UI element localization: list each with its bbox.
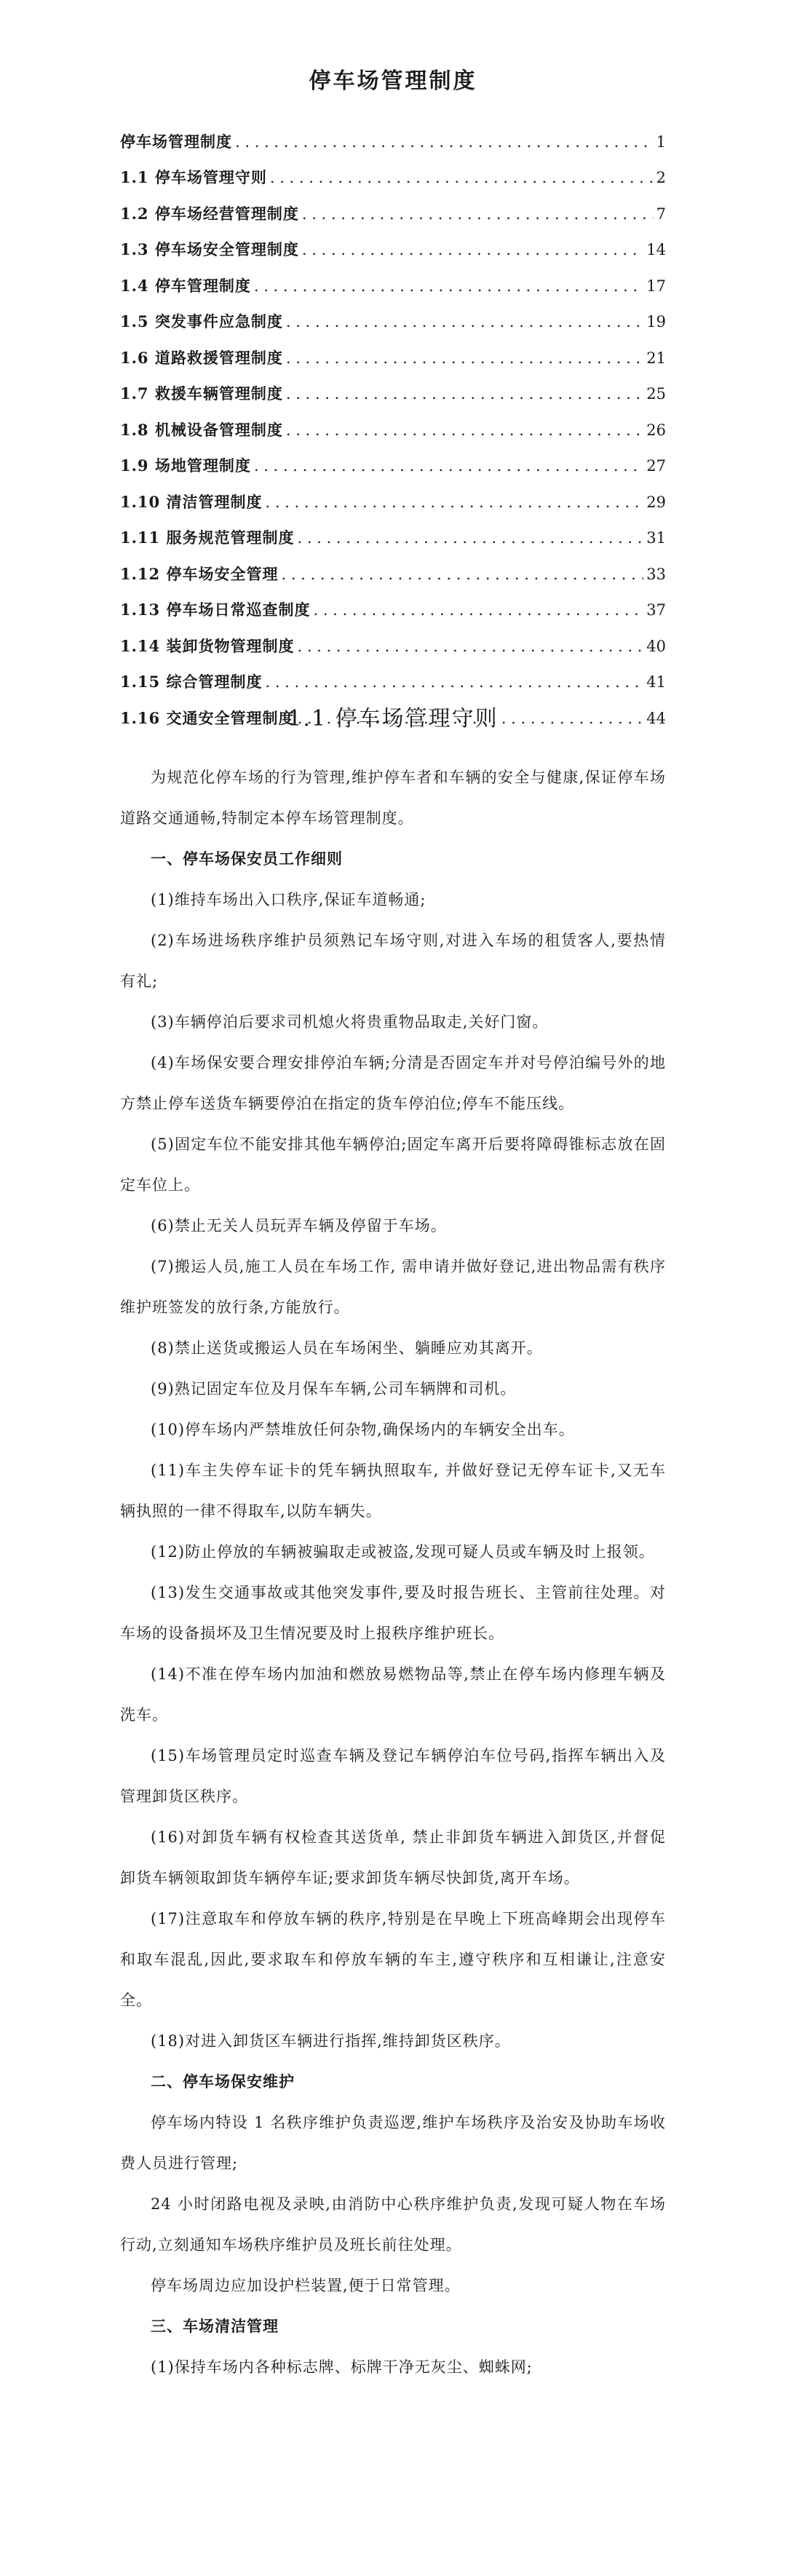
toc-entry[interactable]	[120, 369, 666, 405]
body-paragraph: (14)不准在停车场内加油和燃放易燃物品等,禁止在停车场内修理车辆及洗车。	[120, 1665, 666, 1724]
toc-entry-label: 1.6 道路救援管理制度	[120, 348, 283, 367]
toc-entry-page: 26	[646, 421, 666, 439]
body-paragraph: (8)禁止送货或搬运人员在车场闲坐、躺睡应劝其离开。	[151, 1339, 543, 1357]
toc-entry-label: 1.2 停车场经营管理制度	[120, 204, 299, 223]
toc-entry[interactable]	[120, 116, 666, 153]
body-paragraph: (10)停车场内严禁堆放任何杂物,确保场内的车辆安全出车。	[151, 1421, 575, 1438]
toc-entry-page: 19	[646, 313, 666, 330]
body-paragraph: (3)车辆停泊后要求司机熄火将贵重物品取走,关好门窗。	[151, 1013, 549, 1031]
toc-entry-label: 1.11 服务规范管理制度	[120, 528, 295, 547]
subsection-heading: 一、停车场保安员工作细则	[151, 849, 343, 868]
toc-entry-label: 停车场管理制度	[120, 132, 232, 151]
toc-entry-page: 7	[656, 205, 666, 223]
subsection-heading: 二、停车场保安维护	[151, 2072, 295, 2090]
toc-entry[interactable]	[120, 297, 666, 333]
body-paragraph: (15)车场管理员定时巡查车辆及登记车辆停泊车位号码,指挥车辆出入及管理卸货区秩序。	[120, 1747, 666, 1805]
toc-leader-dots	[297, 635, 643, 657]
toc-entry-page: 44	[646, 709, 666, 727]
body-paragraph: (6)禁止无关人员玩弄车辆及停留于车场。	[151, 1217, 447, 1235]
toc-leader-dots	[235, 131, 654, 153]
toc-entry-page: 25	[646, 385, 666, 403]
toc-entry-page: 37	[646, 601, 666, 619]
toc-leader-dots	[302, 203, 654, 225]
toc-entry-label: 1.9 场地管理制度	[120, 456, 251, 475]
toc-entry-page: 2	[656, 169, 666, 186]
body-paragraph: (18)对进入卸货区车辆进行指挥,维持卸货区秩序。	[151, 2032, 511, 2050]
body-paragraph: (12)防止停放的车辆被骗取走或被盗,发现可疑人员或车辆及时上报领。	[151, 1543, 655, 1561]
toc-entry[interactable]	[120, 261, 666, 297]
table-of-contents	[120, 116, 666, 729]
body-paragraph: (13)发生交通事故或其他突发事件,要及时报告班长、主管前往处理。对车场的设备损坏及卫生情况要及时上报秩序维护班长。	[120, 1584, 666, 1642]
toc-entry-label: 1.12 停车场安全管理	[120, 564, 279, 583]
body-paragraph: 停车场内特设 1 名秩序维护负责巡逻,维护车场秩序及治安及协助车场收费人员进行管理;	[120, 2114, 666, 2172]
body-paragraph: (17)注意取车和停放车辆的秩序,特别是在早晚上下班高峰期会出现停车和取车混乱,因此,要求取车和停放车辆的车主,遵守秩序和互相谦让,注意安全。	[120, 1910, 666, 2009]
toc-entry-label: 1.1 停车场管理守则	[120, 168, 267, 186]
toc-entry[interactable]	[120, 333, 666, 369]
toc-entry[interactable]	[120, 513, 666, 550]
toc-entry[interactable]	[120, 225, 666, 261]
toc-entry[interactable]	[120, 621, 666, 657]
toc-entry-label: 1.4 停车管理制度	[120, 276, 251, 295]
toc-entry-label: 1.5 突发事件应急制度	[120, 312, 283, 330]
body-paragraph: 24 小时闭路电视及录映,由消防中心秩序维护负责,发现可疑人物在车场行动,立刻通知车场秩序维护员及班长前往处理。	[120, 2195, 666, 2254]
toc-leader-dots	[297, 527, 643, 549]
body-paragraph: (4)车场保安要合理安排停泊车辆;分清是否固定车并对号停泊编号外的地方禁止停车送货车辆要停泊在指定的货车停泊位;停车不能压线。	[120, 1054, 666, 1112]
toc-leader-dots	[286, 383, 643, 405]
toc-entry-label: 1.15 综合管理制度	[120, 673, 263, 691]
body-paragraph: (9)熟记固定车位及月保车车辆,公司车辆牌和司机。	[151, 1380, 517, 1398]
toc-entry[interactable]	[120, 585, 666, 622]
toc-entry-label: 1.3 停车场安全管理制度	[120, 240, 299, 258]
toc-leader-dots	[254, 455, 643, 477]
toc-entry-label: 1.13 停车场日常巡查制度	[120, 601, 311, 619]
toc-entry[interactable]	[120, 405, 666, 441]
toc-leader-dots	[286, 347, 643, 369]
toc-leader-dots	[270, 167, 654, 189]
section-body	[120, 757, 666, 2387]
body-paragraph: 停车场周边应加设护栏装置,便于日常管理。	[151, 2277, 461, 2294]
toc-entry-page: 21	[646, 349, 666, 367]
toc-entry-page: 1	[656, 132, 666, 151]
toc-entry-label: 1.14 装卸货物管理制度	[120, 636, 295, 655]
toc-entry-label: 1.16 交通安全管理制度	[120, 708, 295, 727]
body-paragraph: (1)保持车场内各种标志牌、标牌干净无灰尘、蜘蛛网;	[151, 2358, 533, 2376]
toc-entry-page: 41	[646, 673, 666, 691]
body-paragraph: (2)车场进场秩序维护员须熟记车场守则,对进入车场的租赁客人,要热情有礼;	[120, 932, 666, 990]
toc-entry[interactable]	[120, 477, 666, 513]
toc-entry-page: 40	[646, 637, 666, 655]
toc-leader-dots	[281, 563, 643, 585]
toc-entry-page: 33	[646, 565, 666, 583]
toc-leader-dots	[302, 239, 643, 261]
toc-entry[interactable]	[120, 657, 666, 694]
document-title: 停车场管理制度	[309, 68, 477, 94]
body-paragraph: (7)搬运人员,施工人员在车场工作, 需申请并做好登记,进出物品需有秩序维护班签发的放行条,方能放行。	[120, 1258, 666, 1316]
toc-leader-dots	[265, 491, 643, 513]
toc-leader-dots	[286, 419, 643, 441]
toc-entry-page: 14	[646, 241, 666, 258]
toc-entry-label: 1.8 机械设备管理制度	[120, 420, 283, 439]
body-paragraph: (1)维持车场出入口秩序,保证车道畅通;	[151, 891, 426, 908]
toc-entry-page: 29	[646, 493, 666, 511]
toc-entry[interactable]	[120, 549, 666, 585]
body-paragraph: (11)车主失停车证卡的凭车辆执照取车, 并做好登记无停车证卡,又无车辆执照的一律不得取车,以防车辆失。	[120, 1462, 666, 1520]
section-title: 1.1 停车场管理守则	[287, 706, 499, 732]
toc-entry[interactable]	[120, 189, 666, 225]
body-paragraph: 为规范化停车场的行为管理,维护停车者和车辆的安全与健康,保证停车场道路交通通畅,特制定本停车场管理制度。	[120, 769, 666, 827]
toc-entry-page: 17	[646, 277, 666, 295]
toc-entry[interactable]	[120, 441, 666, 477]
toc-leader-dots	[265, 671, 643, 693]
toc-entry-page: 31	[646, 529, 666, 547]
subsection-heading: 三、车场清洁管理	[151, 2317, 279, 2335]
body-paragraph: (5)固定车位不能安排其他车辆停泊;固定车离开后要将障碍锥标志放在固定车位上。	[120, 1136, 666, 1194]
body-paragraph: (16)对卸货车辆有权检查其送货单, 禁止非卸货车辆进入卸货区,并督促卸货车辆领取卸货车辆停车证;要求卸货车辆尽快卸货,离开车场。	[120, 1828, 666, 1887]
toc-entry-label: 1.10 清洁管理制度	[120, 492, 263, 511]
toc-entry-page: 27	[646, 457, 666, 475]
toc-leader-dots	[254, 275, 643, 297]
toc-leader-dots	[313, 599, 643, 621]
toc-entry-label: 1.7 救援车辆管理制度	[120, 384, 283, 403]
toc-entry[interactable]	[120, 153, 666, 189]
toc-leader-dots	[286, 311, 643, 333]
